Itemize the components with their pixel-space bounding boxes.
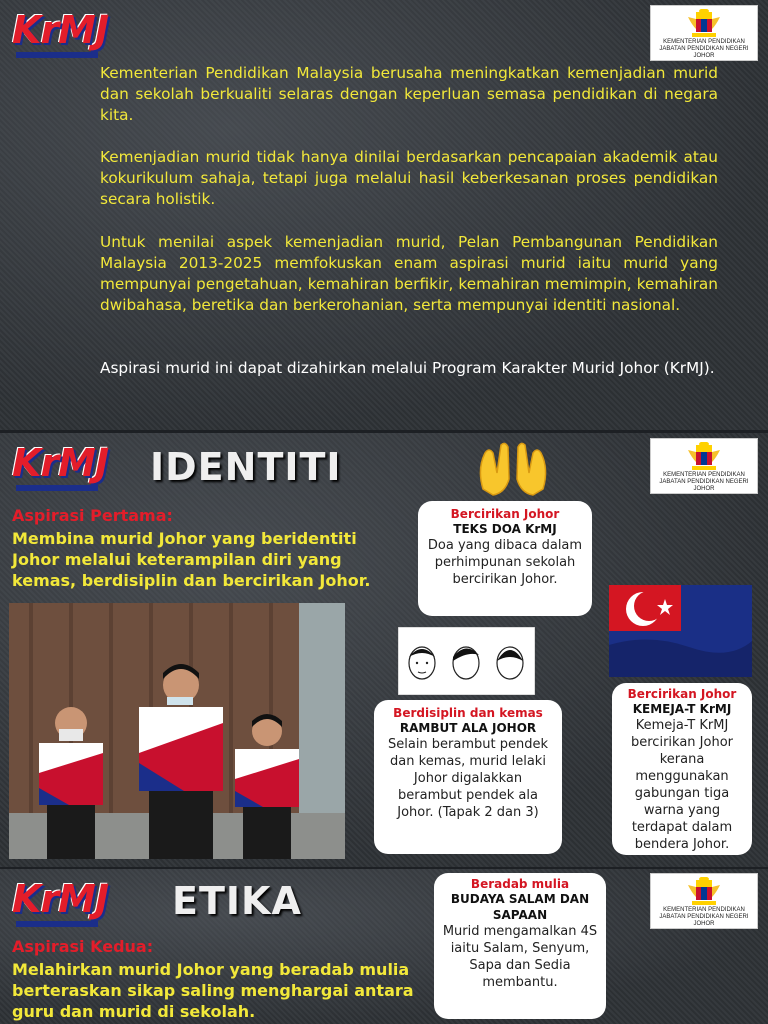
card-title: BUDAYA SALAM DAN SAPAAN [450, 892, 590, 922]
card-title: TEKS DOA KrMJ [453, 522, 557, 536]
hairstyle-illustration [398, 627, 535, 695]
ministry-line2: JABATAN PENDIDIKAN NEGERI JOHOR [659, 46, 749, 59]
praying-hands-icon [475, 439, 551, 497]
card-category: Bercirikan Johor [627, 687, 737, 701]
card-title: KEMEJA-T KrMJ [632, 702, 732, 716]
intro-paragraph-1: Kementerian Pendidikan Malaysia berusaha meningkatkan kemenjadian murid dan sekolah berkualiti selaras dengan keperluan semasa pendidikan di negara kita. [100, 64, 718, 124]
crest-icon [682, 9, 726, 39]
intro-paragraph-3: Untuk menilai aspek kemenjadian murid, Pelan Pembangunan Pendidikan Malaysia 2013-2025 memfokuskan enam aspirasi murid iaitu murid yang mempunyai pengetahuan, kemahiran berfikir, kemahiran memimpin, kemahiran dwibahasa, beretika dan berkerohanian, serta mempunyai identiti nasional. [100, 233, 718, 314]
ministry-line2: JABATAN PENDIDIKAN NEGERI JOHOR [659, 914, 749, 927]
ministry-line1: KEMENTERIAN PENDIDIKAN [663, 907, 745, 913]
card-kemeja-t [612, 683, 752, 855]
aspiration-text: Melahirkan murid Johor yang beradab mulia berteraskan sikap saling menghargai antara guru dan murid di sekolah. [12, 960, 414, 1021]
logo-text: KrMJ [12, 8, 109, 52]
section-heading: ETIKA [172, 879, 302, 923]
card-text: Selain berambut pendek dan kemas, murid lelaki Johor digalakkan berambut pendek ala Johor. (Tapak 2 dan 3) [387, 737, 549, 820]
ministry-line1: KEMENTERIAN PENDIDIKAN [663, 39, 745, 45]
card-text: Kemeja-T KrMJ bercirikan Johor kerana menggunakan gabungan tiga warna yang terdapat dalam bendera Johor. [631, 718, 733, 852]
crest-icon [682, 442, 726, 472]
slide-etika [0, 869, 768, 1024]
aspiration-text: Membina murid Johor yang beridentiti Johor melalui keterampilan diri yang kemas, berdisiplin dan bercirikan Johor. [12, 529, 371, 590]
intro-paragraph-2: Kemenjadian murid tidak hanya dinilai berdasarkan pencapaian akademik atau kokurikulum sahaja, tetapi juga melalui hasil keberkesanan proses pendidikan secara holistik. [100, 148, 718, 208]
card-text: Murid mengamalkan 4S iaitu Salam, Senyum, Sapa dan Sedia membantu. [442, 924, 598, 990]
ministry-logo [650, 873, 758, 929]
aspiration-title: Aspirasi Pertama: [12, 506, 173, 525]
card-category: Berdisiplin dan kemas [393, 706, 543, 720]
card-category: Bercirikan Johor [450, 507, 560, 521]
card-budaya-salam [434, 873, 606, 1019]
krmj-logo [12, 877, 108, 921]
johor-flag-image [609, 585, 752, 677]
ministry-line1: KEMENTERIAN PENDIDIKAN [663, 472, 745, 478]
section-heading: IDENTITI [150, 445, 342, 489]
ministry-line2: JABATAN PENDIDIKAN NEGERI JOHOR [659, 479, 749, 492]
slide-identiti [0, 433, 768, 867]
card-rambut-ala-johor [374, 700, 562, 854]
krmj-logo [12, 441, 108, 485]
card-text: Doa yang dibaca dalam perhimpunan sekolah bercirikan Johor. [427, 538, 583, 587]
logo-text: KrMJ [12, 441, 109, 485]
crest-icon [682, 877, 726, 907]
logo-underline [16, 52, 98, 58]
logo-underline [16, 921, 98, 927]
aspiration-title: Aspirasi Kedua: [12, 937, 154, 956]
students-photo [9, 603, 345, 859]
krmj-logo [12, 8, 108, 52]
ministry-logo [650, 5, 758, 61]
logo-text: KrMJ [12, 877, 109, 921]
slide-intro [0, 0, 768, 430]
intro-paragraph-4: Aspirasi murid ini dapat dizahirkan melalui Program Karakter Murid Johor (KrMJ). [100, 359, 715, 377]
logo-underline [16, 485, 98, 491]
ministry-logo [650, 438, 758, 494]
card-title: RAMBUT ALA JOHOR [399, 721, 537, 735]
card-teks-doa [418, 501, 592, 616]
card-category: Beradab mulia [470, 877, 570, 891]
